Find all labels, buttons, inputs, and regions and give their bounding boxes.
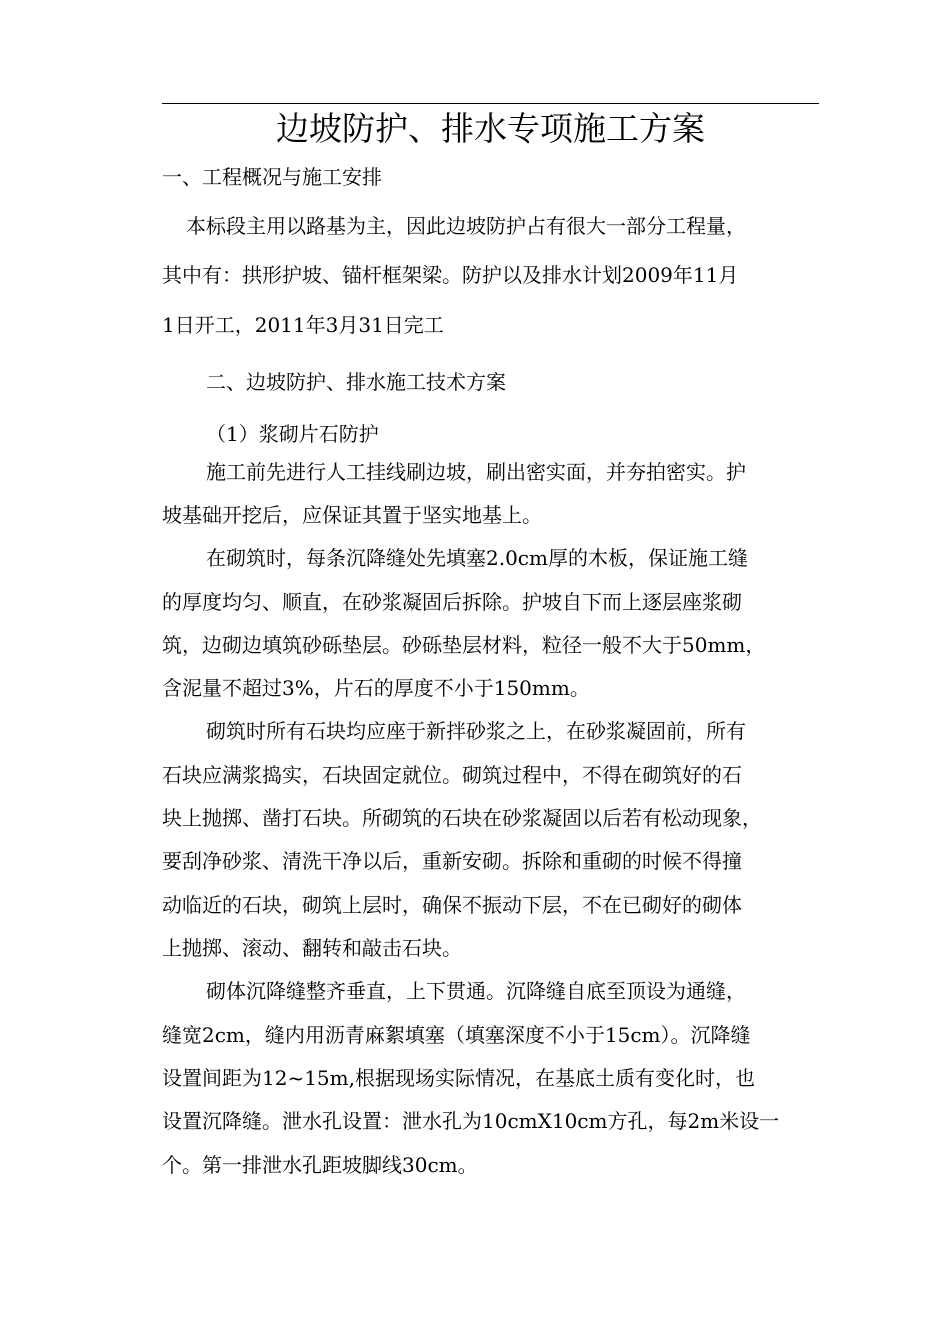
subheading-masonry: （1）浆砌片石防护 <box>206 422 379 446</box>
paragraph-line: 缝宽2cm，缝内用沥青麻絮填塞（填塞深度不小于15cm）。沉降缝 <box>162 1023 751 1047</box>
paragraph-line: 个。第一排泄水孔距坡脚线30cm。 <box>162 1153 478 1177</box>
paragraph-line: 块上抛掷、凿打石块。所砌筑的石块在砂浆凝固以后若有松动现象， <box>162 806 762 830</box>
section-heading-overview: 一、工程概况与施工安排 <box>162 165 382 189</box>
paragraph-line: 动临近的石块，砌筑上层时，确保不振动下层，不在已砌好的砌体 <box>162 893 742 917</box>
paragraph-line: 在砌筑时，每条沉降缝处先填塞2.0cm厚的木板，保证施工缝 <box>206 546 748 570</box>
paragraph-line: 设置间距为12~15m,根据现场实际情况，在基底土质有变化时，也 <box>162 1066 755 1090</box>
paragraph-line: 上抛掷、滚动、翻转和敲击石块。 <box>162 936 462 960</box>
paragraph-line: 含泥量不超过3%，片石的厚度不小于150mm。 <box>162 676 590 700</box>
paragraph-line: 设置沉降缝。泄水孔设置：泄水孔为10cmX10cm方孔，每2m米设一 <box>162 1109 780 1133</box>
paragraph-line: 1日开工，2011年3月31日完工 <box>162 313 444 337</box>
paragraph-line: 坡基础开挖后，应保证其置于坚实地基上。 <box>162 503 542 527</box>
paragraph-line: 石块应满浆捣实，石块固定就位。砌筑过程中，不得在砌筑好的石 <box>162 763 742 787</box>
paragraph-line: 砌筑时所有石块均应座于新拌砂浆之上，在砂浆凝固前，所有 <box>206 719 746 743</box>
header-rule <box>162 103 819 104</box>
paragraph-line: 的厚度均匀、顺直，在砂浆凝固后拆除。护坡自下而上逐层座浆砌 <box>162 590 742 614</box>
paragraph-line: 要刮净砂浆、清洗干净以后，重新安砌。拆除和重砌的时候不得撞 <box>162 849 742 873</box>
paragraph-line: 本标段主用以路基为主，因此边坡防护占有很大一部分工程量， <box>186 214 746 238</box>
section-heading-technical: 二、边坡防护、排水施工技术方案 <box>206 370 506 394</box>
paragraph-line: 砌体沉降缝整齐垂直，上下贯通。沉降缝自底至顶设为通缝， <box>206 979 746 1003</box>
paragraph-line: 施工前先进行人工挂线刷边坡，刷出密实面，并夯拍密实。护 <box>206 460 746 484</box>
paragraph-line: 筑，边砌边填筑砂砾垫层。砂砾垫层材料，粒径一般不大于50mm， <box>162 633 766 657</box>
paragraph-line: 其中有：拱形护坡、锚杆框架梁。防护以及排水计划2009年11月 <box>162 263 739 287</box>
document-title: 边坡防护、排水专项施工方案 <box>276 109 705 148</box>
